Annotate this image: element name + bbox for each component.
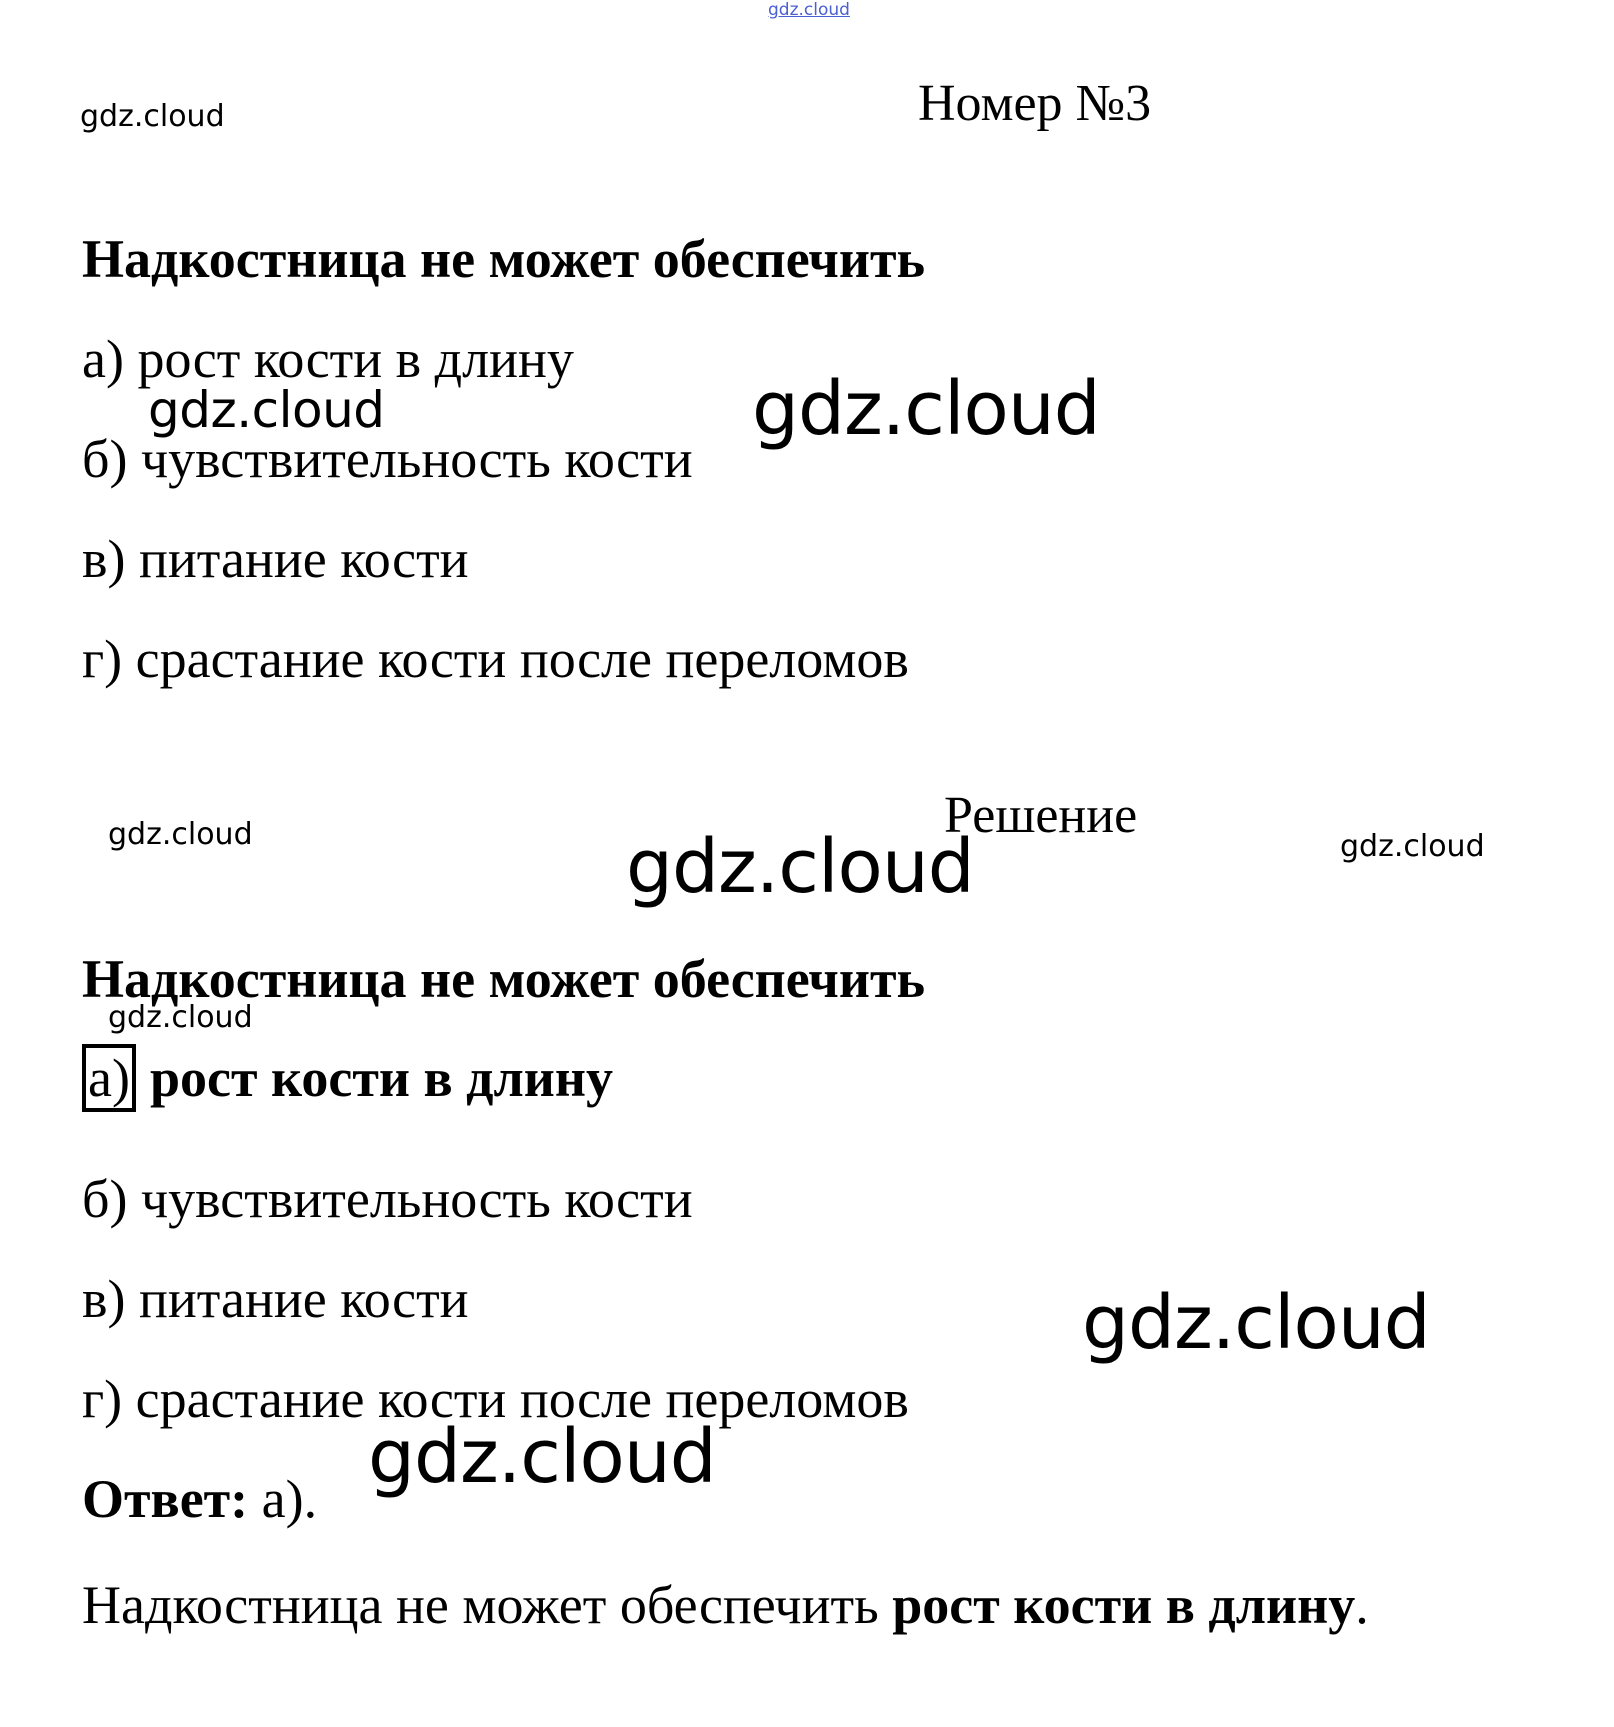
selected-option-text: рост кости в длину [149, 1048, 613, 1108]
selected-option [82, 1044, 613, 1112]
watermark-text: gdz.cloud [148, 381, 385, 439]
watermark-text: gdz.cloud [1340, 829, 1485, 864]
conclusion-line [82, 1575, 1369, 1635]
question-heading: Надкостница не может обеспечить [82, 229, 926, 289]
option-b: б) чувствительность кости [82, 429, 693, 489]
solution-option-c: в) питание кости [82, 1269, 469, 1329]
watermark-text: gdz.cloud [626, 824, 974, 910]
option-c: в) питание кости [82, 529, 469, 589]
solution-question-heading: Надкостница не может обеспечить [82, 949, 926, 1009]
watermark-text: gdz.cloud [80, 99, 225, 134]
watermark-text: gdz.cloud [108, 817, 253, 852]
conclusion-start: Надкостница не может обеспечить [82, 1575, 893, 1635]
solution-option-b: б) чувствительность кости [82, 1169, 693, 1229]
watermark-text: gdz.cloud [1082, 1280, 1430, 1366]
selected-marker-box: а) [82, 1044, 136, 1112]
watermark-text: gdz.cloud [752, 366, 1100, 452]
problem-number-title: Номер №3 [918, 75, 1152, 132]
watermark-text: gdz.cloud [368, 1414, 716, 1500]
conclusion-end: . [1355, 1575, 1369, 1635]
solution-option-d: г) срастание кости после переломов [82, 1369, 909, 1429]
watermark-text: gdz.cloud [108, 1000, 253, 1035]
answer-value: а). [248, 1469, 318, 1529]
answer-line [82, 1469, 318, 1529]
solution-title: Решение [944, 787, 1138, 844]
option-a: а) рост кости в длину [82, 329, 574, 389]
conclusion-bold: рост кости в длину [892, 1575, 1356, 1635]
option-d: г) срастание кости после переломов [82, 629, 909, 689]
answer-label: Ответ: [82, 1469, 249, 1529]
watermark-top-link[interactable]: gdz.cloud [768, 0, 850, 20]
